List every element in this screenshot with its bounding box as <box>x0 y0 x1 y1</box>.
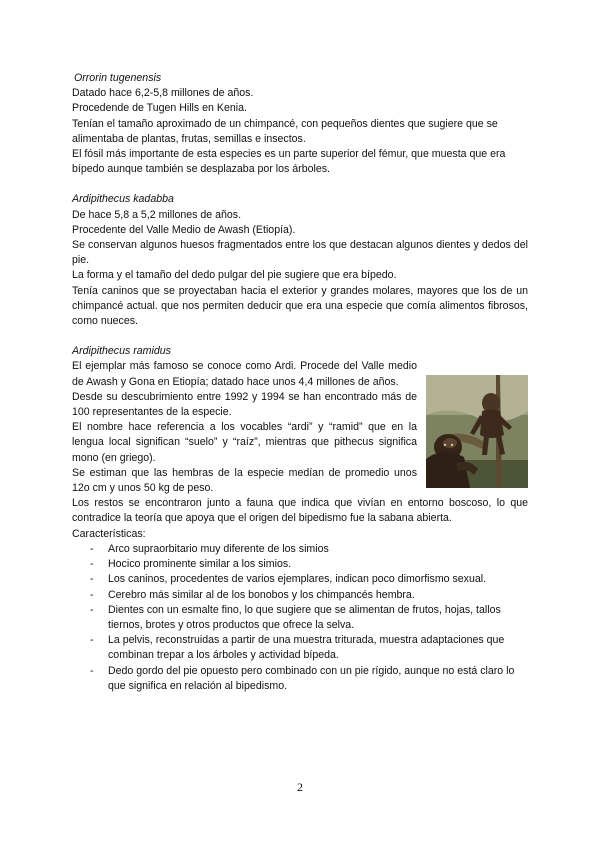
section-title: Orrorin tugenensis <box>74 72 162 84</box>
paragraph: Los restos se encontraron junto a fauna que indica que vivían en entorno boscoso, lo que contradice la teoría que apoya que el origen del bipedismo fue la sabana abierta. <box>72 497 528 525</box>
section-orrorin <box>72 71 528 177</box>
section-title: Ardipithecus kadabba <box>72 193 174 206</box>
section-title: Ardipithecus ramidus <box>72 345 171 358</box>
ardi-reconstruction-illustration <box>426 375 528 488</box>
bullet-marker: - <box>90 542 94 555</box>
list-item-text: Dedo gordo del pie opuesto pero combinado con un pie rígido, aunque no está claro lo que significa en relación al bipedismo. <box>108 664 515 692</box>
document-page <box>72 71 528 709</box>
text-with-image <box>72 359 528 496</box>
text-beside-image <box>72 359 417 496</box>
paragraph: Se conservan algunos huesos fragmentados entre los que destacan algunos dientes y dedos del pie. <box>72 239 528 267</box>
paragraph: Desde su descubrimiento entre 1992 y 1994 se han encontrado más de 100 representantes de la especie. <box>72 390 417 419</box>
paragraph: El fósil más importante de esta especies es un parte superior del fémur, que muesta que era bípedo aunque también se desplazaba por los árboles. <box>72 148 506 176</box>
bullet-marker: - <box>90 558 94 571</box>
list-item <box>72 633 528 663</box>
paragraph: El ejemplar más famoso se conoce como Ardi. Procede del Valle medio de Awash y Gona en Etiopía; datado hace unos 4,4 millones de años. <box>72 360 417 388</box>
list-item-text: Los caninos, procedentes de varios ejemplares, indican poco dimorfismo sexual. <box>108 573 487 586</box>
list-item <box>72 603 528 633</box>
bullet-marker: - <box>90 664 94 677</box>
bullet-marker: - <box>90 588 94 601</box>
list-item <box>72 572 528 587</box>
bullet-marker: - <box>90 573 94 586</box>
list-item-text: Arco supraorbitario muy diferente de los simios <box>108 542 329 555</box>
paragraph: Tenía caninos que se proyectaban hacia el exterior y grandes molares, mayores que los de un chimpancé actual. que nos permiten deducir que era una especie que comía alimentos fibrosos, como nueces. <box>72 284 528 328</box>
list-item <box>72 664 528 694</box>
list-item <box>72 542 528 557</box>
paragraph: La forma y el tamaño del dedo pulgar del pie sugiere que era bípedo. <box>72 269 397 282</box>
list-item-text: Dientes con un esmalte fino, lo que sugiere que se alimentan de frutos, hojas, tallos tiernos, brotes y otros productos que ofrece la selva. <box>108 603 501 631</box>
list-item-text: La pelvis, reconstruidas a partir de una muestra triturada, muestra adaptaciones que combinan trepar a los árboles y actividad bípeda. <box>108 634 505 662</box>
page-number: 2 <box>297 780 303 794</box>
section-ardipithecus-ramidus <box>72 344 528 694</box>
characteristics-list <box>72 542 528 694</box>
bullet-marker: - <box>90 634 94 647</box>
list-item <box>72 557 528 572</box>
paragraph: De hace 5,8 a 5,2 millones de años. <box>72 208 242 221</box>
paragraph: Procedente del Valle Medio de Awash (Etiopía). <box>72 223 296 236</box>
list-item-text: Cerebro más similar al de los bonobos y los chimpancés hembra. <box>108 588 415 601</box>
paragraph: Características: <box>72 527 146 540</box>
section-ardipithecus-kadabba <box>72 192 528 329</box>
paragraph: Datado hace 6,2-5,8 millones de años. <box>72 87 254 100</box>
list-item-text: Hocico prominente similar a los simios. <box>108 558 292 571</box>
paragraph: Se estiman que las hembras de la especie medían de promedio unos 12o cm y unos 50 kg de peso. <box>72 466 417 495</box>
list-item <box>72 588 528 603</box>
paragraph: Tenían el tamaño aproximado de un chimpancé, con pequeños dientes que sugiere que se alimentaba de plantas, frutas, semillas e insectos. <box>72 117 498 145</box>
paragraph: El nombre hace referencia a los vocables “ardi” y “ramid” que en la lengua local significan “suelo” y “raíz”, mientras que pithecus significa mono (en griego). <box>72 421 417 464</box>
bullet-marker: - <box>90 603 94 616</box>
paragraph: Procedende de Tugen Hills en Kenia. <box>72 102 247 115</box>
